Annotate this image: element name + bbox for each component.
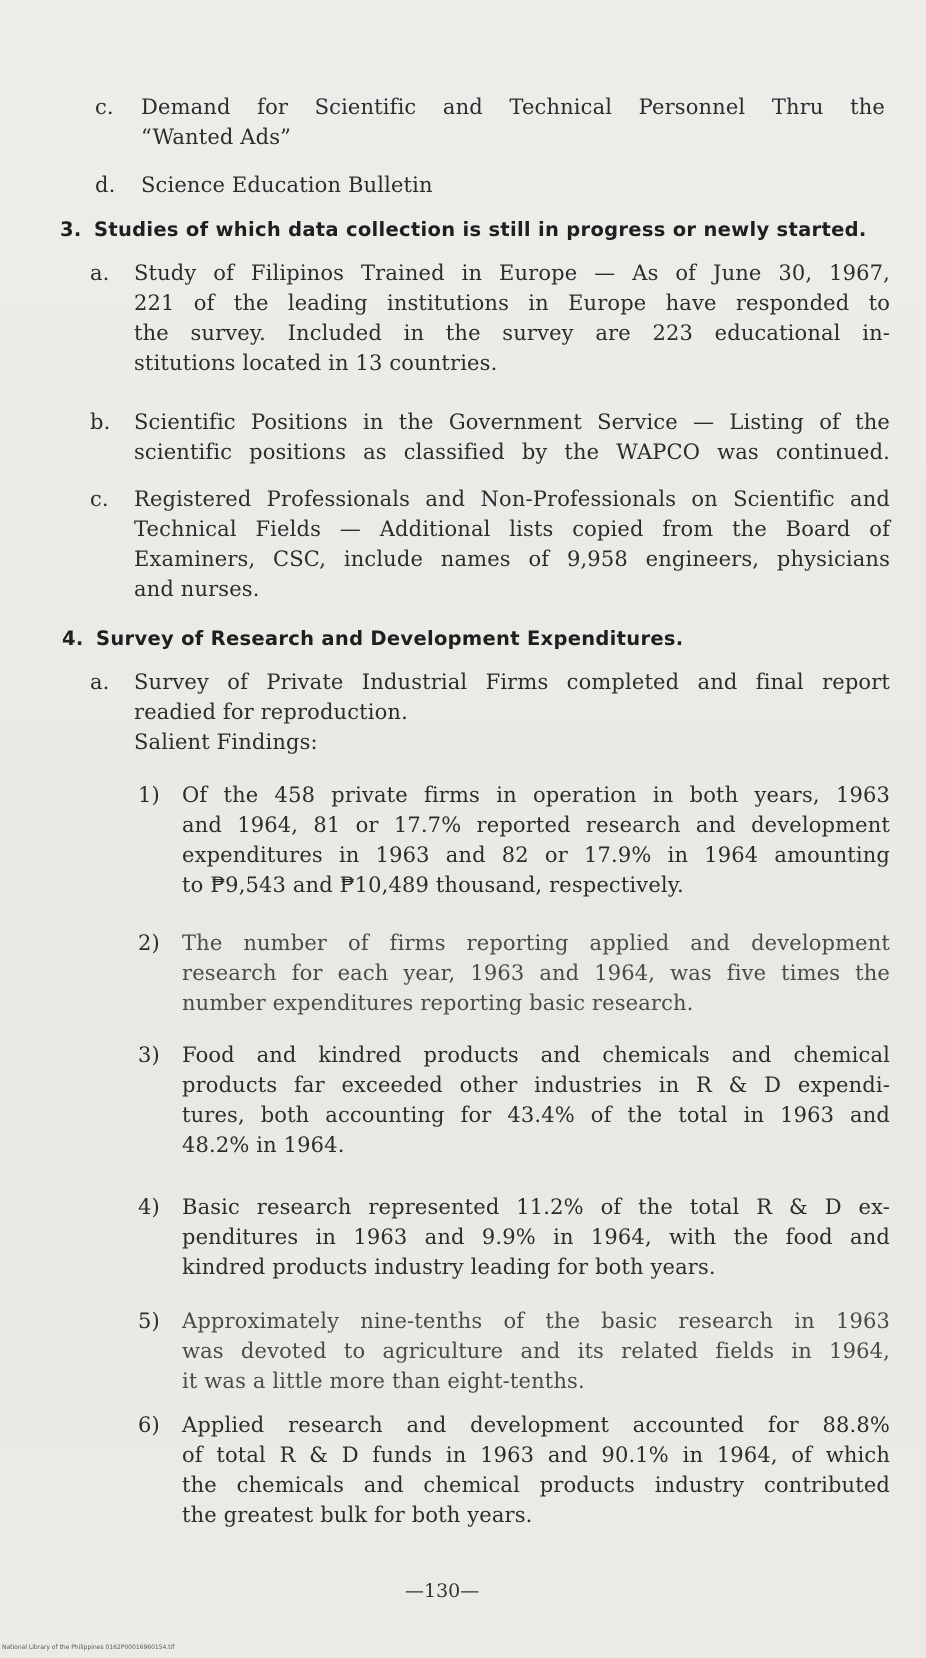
section-title: Studies of which data collection is still in progress or newly started. xyxy=(94,218,867,241)
text-line: 48.2% in 1964. xyxy=(182,1133,345,1157)
scan-footer: National Library of the Philippines 0162P00016960154.tif xyxy=(2,1644,175,1651)
item-label: a. xyxy=(90,670,110,694)
text-line: Demand for Scientific and Technical Personnel Thru the xyxy=(141,95,885,119)
item-label: c. xyxy=(95,95,114,119)
section-4-heading xyxy=(62,627,684,650)
text-line: Salient Findings: xyxy=(134,730,318,754)
text-line: research for each year, 1963 and 1964, was five times the xyxy=(182,961,890,985)
list-item-3c xyxy=(90,484,890,604)
text-line: Scientific Positions in the Government Service — Listing of the xyxy=(134,410,890,434)
text-line: to ₱9,543 and ₱10,489 thousand, respectively. xyxy=(182,873,684,897)
item-label: c. xyxy=(90,487,109,511)
text-line: scientific positions as classified by the WAPCO was continued. xyxy=(134,440,890,464)
text-line: products far exceeded other industries in R & D expendi- xyxy=(182,1073,890,1097)
text-line: the survey. Included in the survey are 223 educational in- xyxy=(134,321,890,345)
finding-4 xyxy=(138,1192,890,1282)
text-line: number expenditures reporting basic research. xyxy=(182,991,694,1015)
finding-3 xyxy=(138,1040,890,1160)
text-line: The number of firms reporting applied and development xyxy=(182,931,890,955)
finding-2 xyxy=(138,928,890,1018)
text-line: readied for reproduction. xyxy=(134,700,408,724)
item-label: a. xyxy=(90,261,110,285)
list-item-d-bulletin xyxy=(95,170,885,200)
text-line: and nurses. xyxy=(134,577,260,601)
text-line: penditures in 1963 and 9.9% in 1964, with the food and xyxy=(182,1225,890,1249)
text-line: of total R & D funds in 1963 and 90.1% in 1964, of which xyxy=(182,1443,890,1467)
section-3-heading xyxy=(60,218,867,241)
text-line: Food and kindred products and chemicals and chemical xyxy=(182,1043,890,1067)
text-line: Applied research and development accounted for 88.8% xyxy=(182,1413,890,1437)
item-label: 5) xyxy=(138,1309,160,1333)
text-line: Of the 458 private firms in operation in both years, 1963 xyxy=(182,783,890,807)
text-line: Examiners, CSC, include names of 9,958 engineers, physicians xyxy=(134,547,890,571)
section-number: 4. xyxy=(62,627,84,650)
item-label: 3) xyxy=(138,1043,160,1067)
text-line: stitutions located in 13 countries. xyxy=(134,351,498,375)
text-line: tures, both accounting for 43.4% of the total in 1963 and xyxy=(182,1103,890,1127)
page-number: —130— xyxy=(405,1580,480,1602)
text-line: and 1964, 81 or 17.7% reported research and development xyxy=(182,813,890,837)
text-line: the chemicals and chemical products industry contributed xyxy=(182,1473,890,1497)
list-item-c-wanted-ads xyxy=(95,92,885,152)
text-line: Science Education Bulletin xyxy=(141,173,433,197)
text-line: Technical Fields — Additional lists copied from the Board of xyxy=(134,517,890,541)
list-item-3a xyxy=(90,258,890,378)
text-line: it was a little more than eight-tenths. xyxy=(182,1369,585,1393)
text-line: expenditures in 1963 and 82 or 17.9% in 1964 amounting xyxy=(182,843,890,867)
item-label: 2) xyxy=(138,931,160,955)
text-line: the greatest bulk for both years. xyxy=(182,1503,533,1527)
text-line: Study of Filipinos Trained in Europe — As of June 30, 1967, xyxy=(134,261,890,285)
text-line: Approximately nine-tenths of the basic research in 1963 xyxy=(182,1309,890,1333)
section-number: 3. xyxy=(60,218,82,241)
list-item-3b xyxy=(90,407,890,467)
item-label: d. xyxy=(95,173,116,197)
list-item-4a xyxy=(90,667,890,757)
finding-1 xyxy=(138,780,890,900)
item-label: 1) xyxy=(138,783,160,807)
item-label: b. xyxy=(90,410,111,434)
finding-5 xyxy=(138,1306,890,1396)
text-line: “Wanted Ads” xyxy=(141,125,292,149)
text-line: was devoted to agriculture and its related fields in 1964, xyxy=(182,1339,890,1363)
text-line: Survey of Private Industrial Firms completed and final report xyxy=(134,670,890,694)
text-line: Basic research represented 11.2% of the total R & D ex- xyxy=(182,1195,890,1219)
text-line: Registered Professionals and Non-Professionals on Scientific and xyxy=(134,487,890,511)
section-title: Survey of Research and Development Expenditures. xyxy=(96,627,684,650)
item-label: 6) xyxy=(138,1413,160,1437)
finding-6 xyxy=(138,1410,890,1530)
text-line: kindred products industry leading for both years. xyxy=(182,1255,716,1279)
item-label: 4) xyxy=(138,1195,160,1219)
text-line: 221 of the leading institutions in Europe have responded to xyxy=(134,291,890,315)
